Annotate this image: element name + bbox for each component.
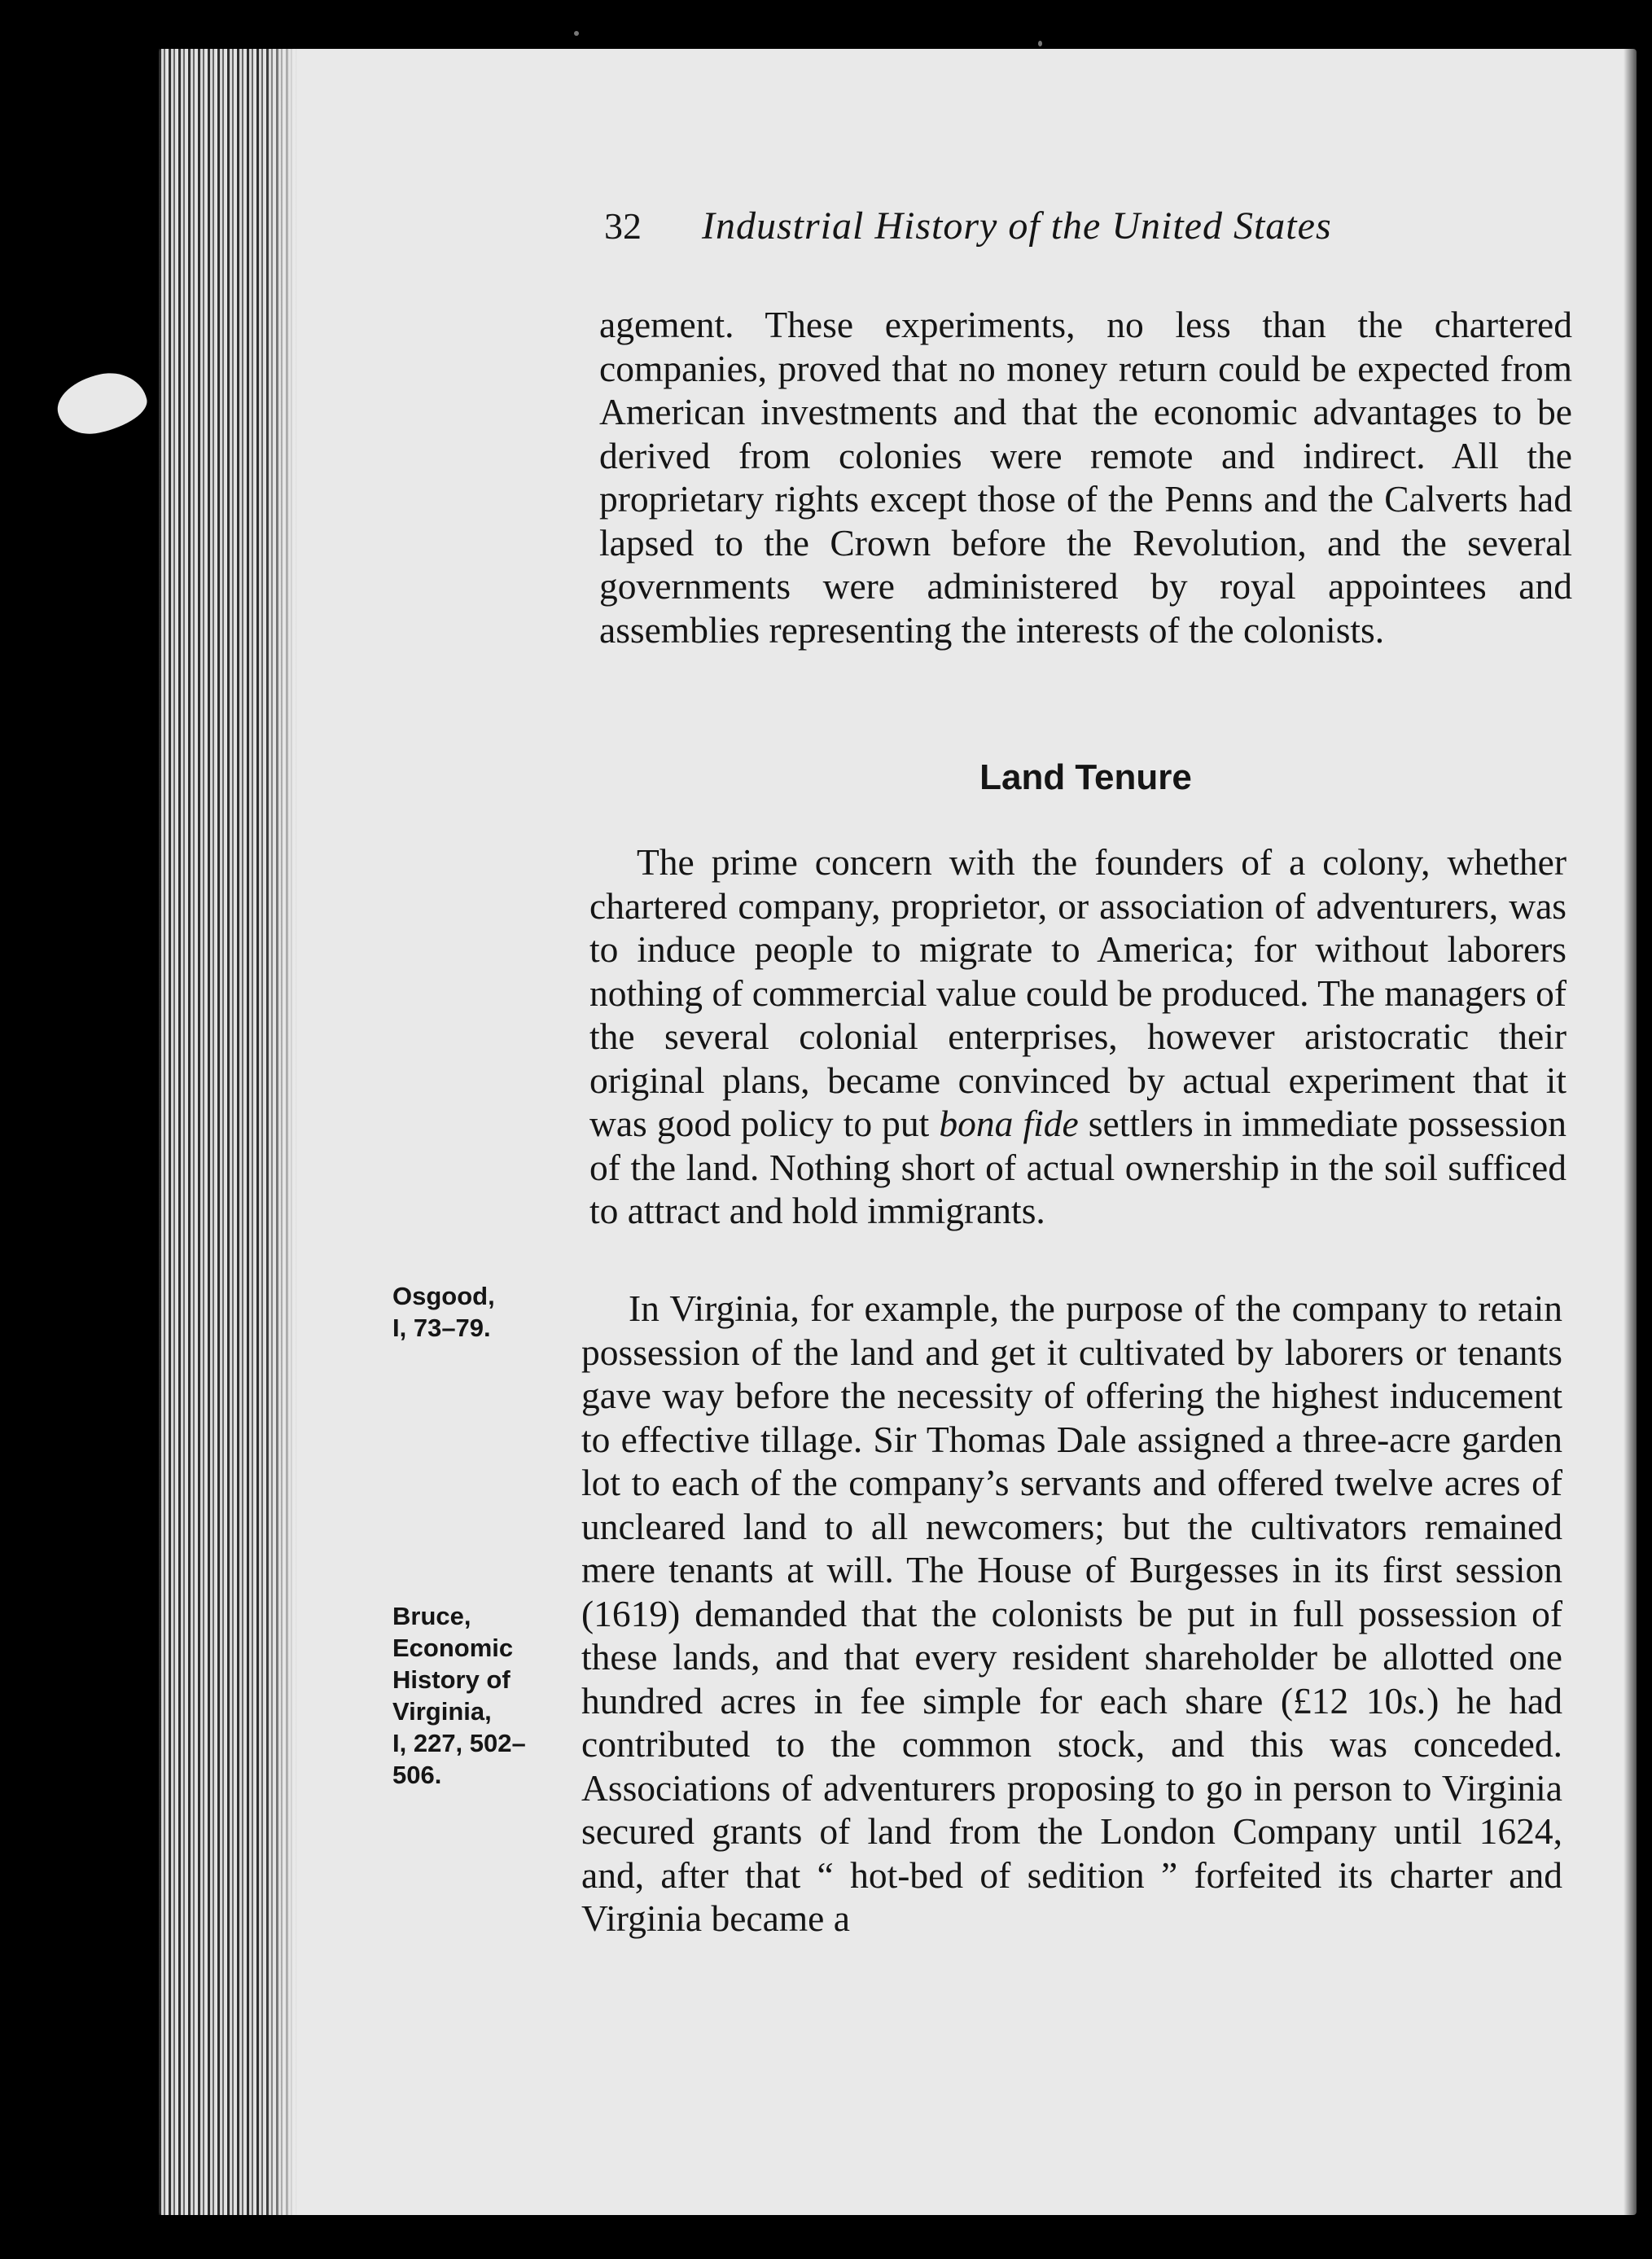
section-heading: Land Tenure bbox=[979, 757, 1192, 797]
running-header bbox=[604, 204, 1467, 269]
dust-speck bbox=[574, 31, 579, 36]
text-run: settlers in immediate possession of the land. Nothing short of actual ownership in the soil sufficed to attract and hold immigrants. bbox=[589, 1103, 1567, 1231]
margin-note-line: Bruce, bbox=[392, 1602, 471, 1630]
running-title: Industrial History of the United States bbox=[702, 204, 1332, 248]
margin-note-line: 506. bbox=[392, 1761, 442, 1789]
italic-text: bona fide bbox=[939, 1103, 1079, 1144]
paper-blotch bbox=[52, 366, 151, 440]
italic-text: s. bbox=[1403, 1679, 1427, 1722]
text-run: ) he had contributed to the common stock, and this was conceded. Associations of adventurers proposing to go in person to Virginia secured grants of land from the London Company until 1624, and, after that “ hot-bed of sedition ” forfeited its charter and Virginia became a bbox=[581, 1679, 1563, 1939]
margin-note-line: Osgood, bbox=[392, 1282, 495, 1310]
paragraph-text: agement. These experiments, no less than the chartered companies, proved that no money return could be expected from American investments and that the economic advantages to be derived from colonies were remote and indirect. All the proprietary rights except those of the Penns and the Calverts had lapsed to the Crown before the Revolution, and the several governments were administered by royal appointees and assemblies representing the interests of the colonists. bbox=[599, 304, 1572, 651]
page-number: 32 bbox=[604, 205, 642, 247]
text-run: The prime concern with the founders of a colony, whether chartered company, proprietor, or association of adventurers, was to induce people to migrate to America; for without laborers nothing of commercial value could be produced. The managers of the several colonial enterprises, however aristocratic their original plans, became convinced by actual experiment that it was good policy to put bbox=[589, 841, 1567, 1144]
margin-note-line: I, 227, 502– bbox=[392, 1729, 526, 1757]
margin-note-line: Virginia, bbox=[392, 1697, 492, 1726]
page-edge-stack bbox=[159, 49, 297, 2215]
margin-note-line: History of bbox=[392, 1665, 510, 1694]
margin-note-line: I, 73–79. bbox=[392, 1314, 491, 1342]
paragraph-text bbox=[581, 1287, 1562, 1941]
paragraph-text bbox=[589, 840, 1567, 1233]
dust-speck bbox=[1038, 41, 1042, 46]
binding-shadow bbox=[1624, 0, 1652, 2259]
paragraph-land-tenure bbox=[589, 840, 1567, 1233]
paragraph-virginia bbox=[581, 1287, 1562, 1941]
margin-note-osgood bbox=[392, 1280, 563, 1344]
margin-note-bruce bbox=[392, 1600, 563, 1791]
margin-note-line: Economic bbox=[392, 1634, 514, 1662]
text-run: In Virginia, for example, the purpose of the company to retain possession of the land and get it cultivated by laborers or tenants gave way before the necessity of offering the highest inducement to effective tillage. Sir Thomas Dale assigned a three-acre garden lot to each of the company’s servants and offered twelve acres of uncleared land to all newcomers; but the cultivators remained mere tenants at will. The House of Burgesses in its first session (1619) demanded that the colonists be put in full possession of these lands, and that every resident shareholder be allotted one hundred acres in fee simple for each share (£12 10 bbox=[581, 1287, 1562, 1722]
paragraph-continued bbox=[599, 303, 1572, 651]
